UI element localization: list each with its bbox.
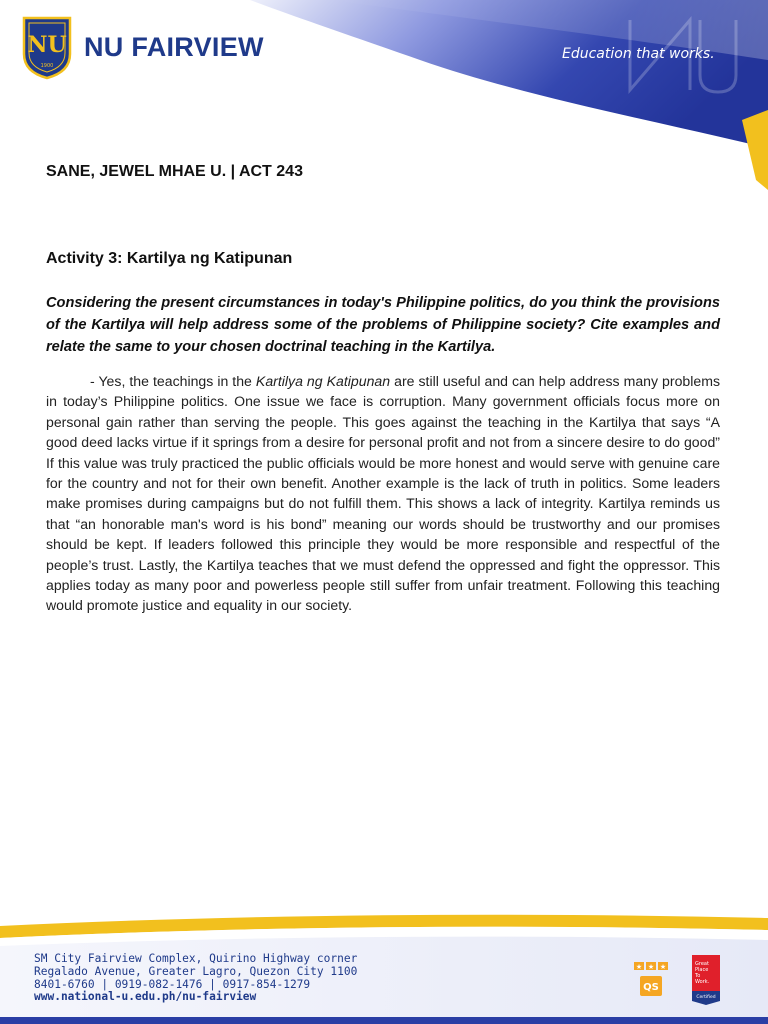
website-link[interactable]: www.national-u.edu.ph/nu-fairview <box>34 990 257 1004</box>
svg-text:QS: QS <box>643 982 659 993</box>
address-line-2: Regalado Avenue, Greater Lagro, Quezon City 1100 <box>34 964 358 978</box>
svg-text:★: ★ <box>647 963 655 971</box>
svg-text:Work.: Work. <box>695 979 710 985</box>
student-name-section: SANE, JEWEL MHAE U. | ACT 243 <box>46 163 303 180</box>
phone-numbers: 8401-6760 | 0919-082-1476 | 0917-854-1279 <box>34 977 311 991</box>
answer-body: are still useful and can help address many problems in today’s Philippine politics. One issue we face is corruption. Many government officials focus more on personal gain rather than serving the people. This goes against the teaching in the Kartilya that says “A good deed lacks virtue if it springs from a desire for personal profit and not from a sincere desire to do good” If this value was truly practiced the public officials would be more honest and would serve with genuine care for the country and not for their own benefit. Another example is the lack of truth in politics. Some leaders make promises during campaigns but do not fulfill them. This shows a lack of integrity. Kartilya reminds us that “an honorable man's word is his bond” meaning our words should be trustworthy and our promises should be kept. If leaders followed this principle they would be more responsible and respectful of the people’s trust. Lastly, the Kartilya teaches that we must defend the oppressed and fight the oppressor. This applies today as many poor and powerless people still suffer from unfair treatment. Following this teaching would promote justice and equality in our society. <box>46 373 721 614</box>
svg-text:NU: NU <box>27 32 67 58</box>
brand-name: NU FAIRVIEW <box>84 32 264 62</box>
svg-text:Place: Place <box>695 967 709 973</box>
answer-emphasis: Kartilya ng Katipunan <box>255 373 391 389</box>
svg-text:Certified: Certified <box>696 995 716 1000</box>
qs-stars-badge <box>632 950 672 1000</box>
answer-prefix: - Yes, the teachings in the <box>90 373 256 389</box>
answer-paragraph <box>46 371 720 616</box>
activity-title: Activity 3: Kartilya ng Katipunan <box>46 250 293 267</box>
footer-address <box>34 953 357 1004</box>
svg-text:★: ★ <box>635 963 643 971</box>
address-line-1: SM City Fairview Complex, Quirino Highway corner <box>34 952 358 965</box>
svg-text:Great: Great <box>695 961 709 967</box>
tagline: Education that works. <box>562 46 715 62</box>
svg-text:★: ★ <box>659 963 667 971</box>
nu-shield-logo <box>20 14 74 80</box>
great-place-to-work-badge <box>690 955 722 1005</box>
question-prompt: Considering the present circumstances in today's Philippine politics, do you think the provisions of the Kartilya will help address some of the problems of Philippine society? Cite examples and relate the same to your chosen doctrinal teaching in the Kartilya. <box>46 295 720 355</box>
svg-text:1900: 1900 <box>40 63 54 69</box>
svg-text:To: To <box>695 973 701 979</box>
